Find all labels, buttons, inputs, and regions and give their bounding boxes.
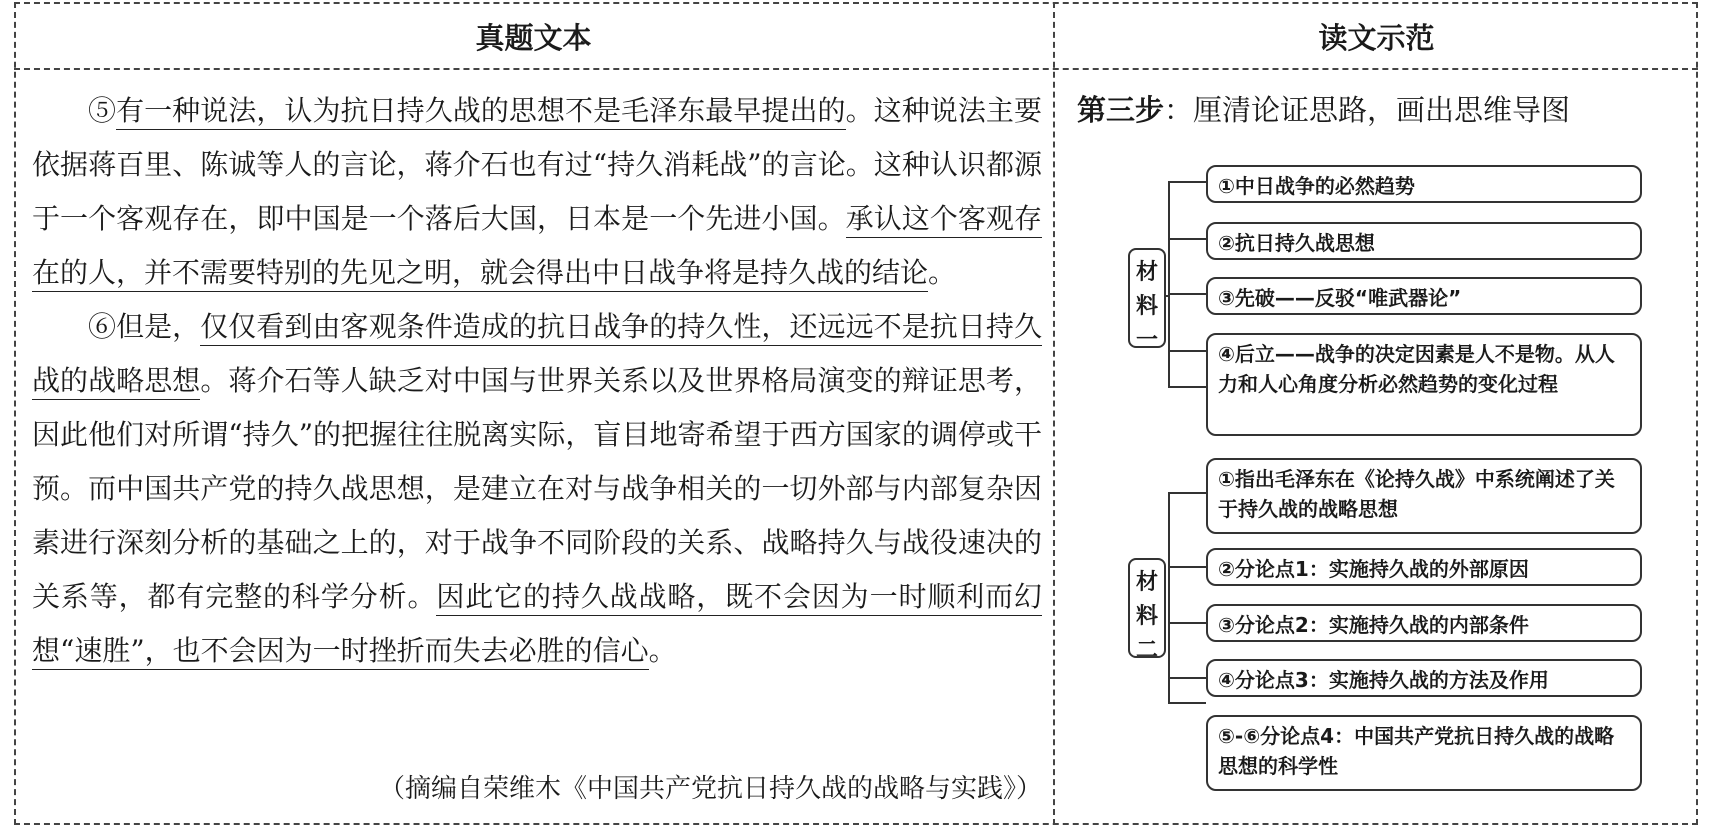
header-divider — [14, 68, 1698, 70]
connector — [1168, 622, 1206, 624]
underlined-sentence: 仅仅看到由客观条件造成的抗日战争的持久性，还远远不是抗日持久战的战略思想 — [32, 310, 1042, 400]
connector — [1168, 350, 1206, 352]
group-label-material-2: 材料二 — [1128, 558, 1166, 658]
mindmap-node: ②抗日持久战思想 — [1206, 222, 1642, 260]
mindmap-node: ②分论点1：实施持久战的外部原因 — [1206, 548, 1642, 586]
connector — [1168, 238, 1206, 240]
paragraph-text: 。 — [928, 256, 957, 289]
paragraph-number: ⑥ — [88, 310, 117, 343]
connector — [1168, 386, 1206, 388]
mindmap-node: ③分论点2：实施持久战的内部条件 — [1206, 604, 1642, 642]
connector — [1168, 677, 1206, 679]
connector — [1168, 702, 1206, 704]
connector — [1166, 295, 1170, 297]
mindmap-node: ④分论点3：实施持久战的方法及作用 — [1206, 659, 1642, 697]
paragraph-text: 。这种说法主要依据蒋百里、陈诚等人的言论，蒋介石也有过“持久消耗战”的言论。这种认识都源于一个客观存在，即中国是一个落后大国，日本是一个先进小国。 — [32, 94, 1042, 235]
connector — [1168, 492, 1170, 703]
connector — [1168, 181, 1170, 387]
mindmap-node: ①中日战争的必然趋势 — [1206, 165, 1642, 203]
underlined-sentence: 有一种说法，认为抗日持久战的思想不是毛泽东最早提出的 — [116, 94, 846, 130]
underlined-sentence: 因此它的持久战战略，既不会因为一时顺利而幻想“速胜”，也不会因为一时挫折而失去必胜的信心 — [32, 580, 1042, 670]
paragraph-text: 。蒋介石等人缺乏对中国与世界关系以及世界格局演变的辩证思考，因此他们对所谓“持久”的把握往往脱离实际，盲目地寄希望于西方国家的调停或干预。而中国共产党的持久战思想，是建立在对与战争相关的一切外部与内部复杂因素进行深刻分析的基础之上的，对于战争不同阶段的关系、战略持久与战役速决的关系等，都有完整的科学分析。 — [32, 364, 1042, 613]
column-divider — [1053, 2, 1055, 825]
underlined-sentence: 承认这个客观存在的人，并不需要特别的先见之明，就会得出中日战争将是持久战的结论 — [32, 202, 1042, 292]
group-label-material-1: 材料一 — [1128, 248, 1166, 348]
step-heading — [1077, 88, 1570, 129]
step-text: ：厘清论证思路，画出思维导图 — [1164, 93, 1571, 127]
connector — [1168, 181, 1206, 183]
paragraph-5 — [32, 84, 1042, 300]
left-column-title: 真题文本 — [475, 21, 592, 55]
mindmap-node: ④后立——战争的决定因素是人不是物。从人力和人心角度分析必然趋势的变化过程 — [1206, 333, 1642, 436]
source-text — [32, 84, 1042, 678]
mindmap-node: ①指出毛泽东在《论持久战》中系统阐述了关于持久战的战略思想 — [1206, 458, 1642, 534]
right-column-title: 读文示范 — [1318, 21, 1435, 55]
mindmap-node: ⑤-⑥分论点4：中国共产党抗日持久战的战略思想的科学性 — [1206, 715, 1642, 791]
paragraph-6 — [32, 300, 1042, 678]
connector — [1168, 492, 1206, 494]
source-citation: （摘编自荣维木《中国共产党抗日持久战的战略与实践》） — [378, 774, 1042, 804]
connector — [1168, 566, 1206, 568]
paragraph-number: ⑤ — [88, 94, 117, 127]
step-label: 第三步 — [1077, 93, 1165, 127]
paragraph-text: 。 — [648, 634, 677, 667]
connector — [1168, 293, 1206, 295]
mindmap-node: ③先破——反驳“唯武器论” — [1206, 277, 1642, 315]
paragraph-text: 但是， — [116, 310, 201, 343]
